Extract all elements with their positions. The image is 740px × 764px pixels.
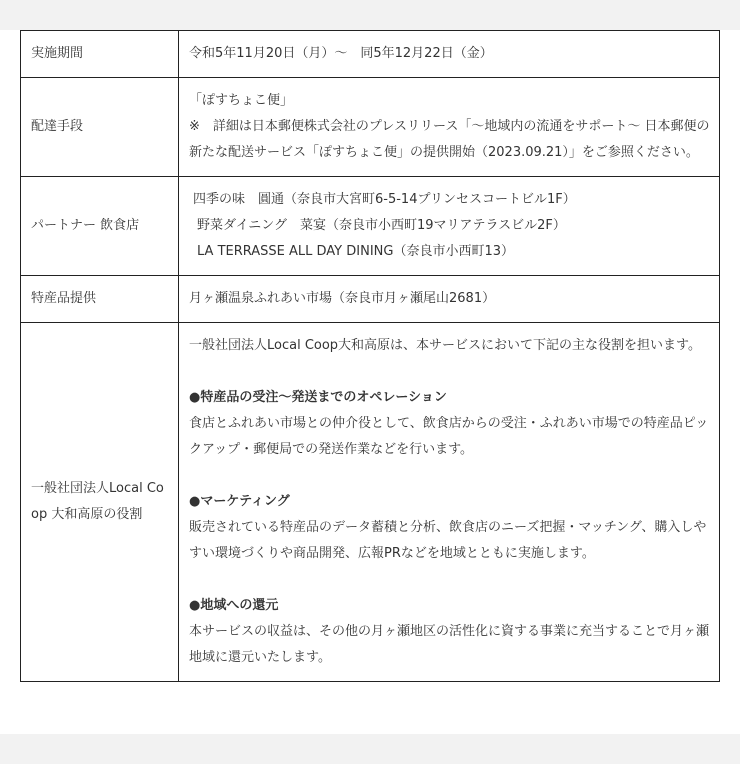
role-intro: 一般社団法人Local Coop大和高原は、本サービスにおいて下記の主な役割を担います。 [189, 338, 702, 353]
spacer [189, 359, 711, 385]
role-body: 販売されている特産品のデータ蓄積と分析、飲食店のニーズ把握・マッチング、購入しやすい環境づくりや商品開発、広報PRなどを地域とともに実施します。 [189, 520, 707, 561]
partner-item: 四季の味 圓通（奈良市大宮町6-5-14プリンセスコートビル1F） [193, 192, 576, 207]
row-label: 特産品提供 [21, 276, 179, 323]
table-row-specialty [21, 276, 720, 323]
delivery-note: ※ 詳細は日本郵便株式会社のプレスリリース「〜地域内の流通をサポート〜 日本郵便の新たな配送サービス「ぽすちょこ便」の提供開始（2023.09.21）」をご参照ください。 [189, 119, 710, 160]
role-heading: ●地域への還元 [189, 598, 279, 613]
role-body: 本サービスの収益は、その他の月ヶ瀬地区の活性化に資する事業に充当することで月ヶ瀬地域に還元いたします。 [189, 624, 710, 665]
content-area [0, 30, 740, 734]
table-row-delivery [21, 78, 720, 177]
table-row-period [21, 31, 720, 78]
row-value [179, 78, 720, 177]
row-value: 月ヶ瀬温泉ふれあい市場（奈良市月ヶ瀬尾山2681） [179, 276, 720, 323]
partner-item: 野菜ダイニング 菜宴（奈良市小西町19マリアテラスビル2F） [197, 218, 566, 233]
row-label: 配達手段 [21, 78, 179, 177]
row-label: パートナー 飲食店 [21, 177, 179, 276]
spacer [189, 567, 711, 593]
spacer [189, 463, 711, 489]
row-label: 一般社団法人Local Coop 大和高原の役割 [21, 323, 179, 682]
role-heading: ●マーケティング [189, 494, 290, 509]
row-value [179, 323, 720, 682]
partner-item: LA TERRASSE ALL DAY DINING（奈良市小西町13） [197, 244, 514, 259]
role-body: 食店とふれあい市場との仲介役として、飲食店からの受注・ふれあい市場での特産品ピックアップ・郵便局での発送作業などを行います。 [189, 416, 709, 457]
row-value [179, 177, 720, 276]
role-heading: ●特産品の受注〜発送までのオペレーション [189, 390, 447, 405]
info-table [20, 30, 720, 682]
table-row-role [21, 323, 720, 682]
table-row-partner [21, 177, 720, 276]
row-label: 実施期間 [21, 31, 179, 78]
row-value: 令和5年11月20日（月）〜 同5年12月22日（金） [179, 31, 720, 78]
delivery-service-name: 「ぽすちょこ便」 [189, 93, 294, 108]
